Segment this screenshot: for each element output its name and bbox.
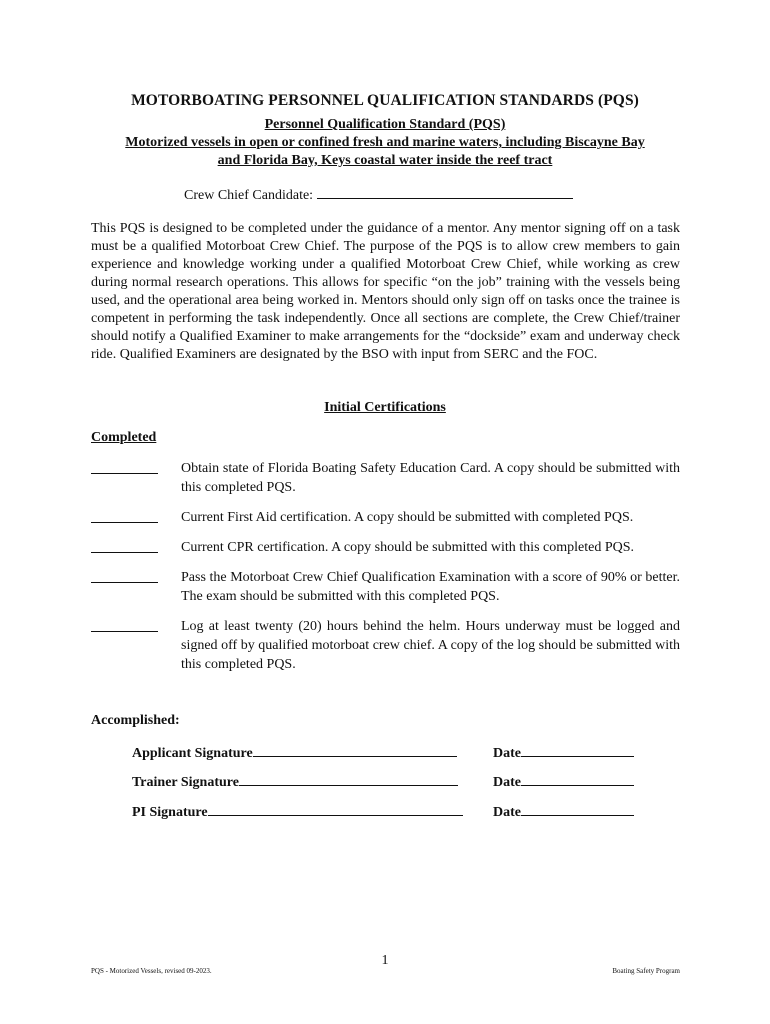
pi-signature-row	[132, 803, 463, 821]
certification-item	[91, 538, 680, 557]
subtitle-line-2: Motorized vessels in open or confined fresh and marine waters, including Biscayne Bay	[125, 135, 645, 150]
footer-revision: PQS - Motorized Vessels, revised 09-2023.	[91, 967, 212, 975]
trainer-signature-field[interactable]	[239, 773, 458, 786]
subtitle-line-3: and Florida Bay, Keys coastal water inside the reef tract	[217, 153, 553, 168]
certification-item	[91, 459, 680, 497]
completed-blank-field[interactable]	[91, 582, 158, 583]
pi-date-row	[493, 803, 634, 821]
pi-signature-field[interactable]	[208, 803, 463, 816]
certification-item-text: Log at least twenty (20) hours behind the helm. Hours underway must be logged and signed off by qualified motorboat crew chief. A copy of the log should be submitted with this completed PQS.	[181, 619, 680, 672]
certification-item	[91, 508, 680, 527]
page-number: 1	[381, 953, 389, 968]
initial-certifications-heading: Initial Certifications	[324, 400, 446, 415]
accomplished-heading: Accomplished:	[91, 713, 180, 728]
crew-chief-candidate-label: Crew Chief Candidate:	[184, 188, 314, 203]
date-label: Date	[493, 775, 521, 790]
pi-signature-label: PI Signature	[132, 805, 208, 820]
pi-date-field[interactable]	[521, 803, 634, 816]
document-title: MOTORBOATING PERSONNEL QUALIFICATION STANDARDS (PQS)	[131, 92, 639, 109]
completed-blank-field[interactable]	[91, 631, 158, 632]
completed-blank-field[interactable]	[91, 473, 158, 474]
date-label: Date	[493, 805, 521, 820]
applicant-date-field[interactable]	[521, 744, 634, 757]
certification-item-text: Obtain state of Florida Boating Safety Education Card. A copy should be submitted with this completed PQS.	[181, 461, 680, 495]
applicant-date-row	[493, 744, 634, 762]
trainer-date-field[interactable]	[521, 773, 634, 786]
completed-blank-field[interactable]	[91, 552, 158, 553]
completed-column-label: Completed	[91, 430, 157, 445]
subtitle-line-1: Personnel Qualification Standard (PQS)	[264, 117, 506, 132]
certification-item-text: Pass the Motorboat Crew Chief Qualification Examination with a score of 90% or better. The exam should be submitted with this completed PQS.	[181, 570, 680, 604]
date-label: Date	[493, 746, 521, 761]
trainer-signature-row	[132, 773, 458, 791]
crew-chief-candidate-field[interactable]	[317, 186, 573, 199]
applicant-signature-label: Applicant Signature	[132, 746, 253, 761]
trainer-signature-label: Trainer Signature	[132, 775, 239, 790]
certification-item-text: Current First Aid certification. A copy should be submitted with completed PQS.	[181, 510, 634, 525]
footer-program: Boating Safety Program	[612, 967, 680, 975]
completed-blank-field[interactable]	[91, 522, 158, 523]
intro-paragraph: This PQS is designed to be completed under the guidance of a mentor. Any mentor signing off on a task must be a qualified Motorboat Crew Chief. The purpose of the PQS is to allow crew members to gain experience and knowledge working under a qualified Motorboat Crew Chief, while working as crew during normal research operations. This allows for specific “on the job” training with the vessels being used, and the operational area being worked in. Mentors should only sign off on tasks once the trainee is competent in performing the task independently. Once all sections are complete, the Crew Chief/trainer should notify a Qualified Examiner to make arrangements for the “dockside” exam and underway check ride. Qualified Examiners are designated by the BSO with input from SERC and the FOC.	[91, 221, 680, 362]
certification-item	[91, 568, 680, 606]
applicant-signature-row	[132, 744, 457, 762]
certification-item	[91, 617, 680, 674]
certification-item-text: Current CPR certification. A copy should be submitted with this completed PQS.	[181, 540, 635, 555]
applicant-signature-field[interactable]	[253, 744, 457, 757]
crew-chief-candidate-row	[184, 186, 573, 204]
trainer-date-row	[493, 773, 634, 791]
